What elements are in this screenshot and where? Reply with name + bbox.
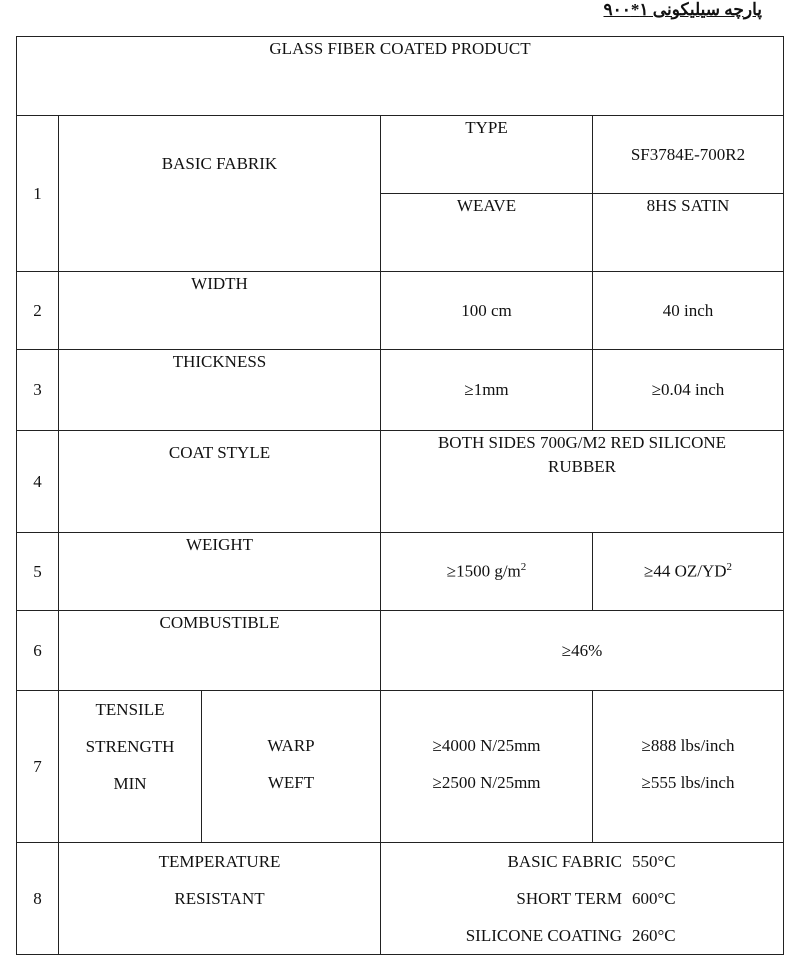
coat-style-label-cell: COAT STYLE [59,431,381,533]
combustible-label-cell: COMBUSTIBLE [59,611,381,691]
width-label-cell: WIDTH [59,272,381,350]
width-metric-cell: 100 cm [381,272,593,350]
row-number: 8 [17,843,59,955]
document-title: پارچه سیلیکونی ۱*۹۰۰ [603,0,762,19]
row-number: 6 [17,611,59,691]
tensile-metric-cell: ≥4000 N/25mm ≥2500 N/25mm [381,691,593,843]
thickness-label-cell: THICKNESS [59,350,381,431]
weight-metric-cell: ≥1500 $g/m^2$ [381,533,593,611]
basic-fabric-label-cell [59,116,381,272]
row-number: 7 [17,691,59,843]
temperature-label-cell: TEMPERATURE RESISTANT [59,843,381,955]
tensile-imperial-cell: ≥888 lbs/inch ≥555 lbs/inch [593,691,784,843]
combustible-value-cell: ≥46% [381,611,784,691]
row-number: 2 [17,272,59,350]
row-number: 4 [17,431,59,533]
list-item: BASIC FABRIC 550°C [507,852,676,871]
thickness-metric-cell: ≥1mm [381,350,593,431]
type-label-cell: TYPE [381,116,593,194]
width-imperial-cell: 40 inch [593,272,784,350]
tensile-label-cell: TENSILE STRENGTH MIN [59,691,202,843]
list-item: SHORT TERM 600°C [516,889,676,908]
weight-label-cell: WEIGHT [59,533,381,611]
basic-fabric-label: BASIC FABRIK [161,154,278,173]
row-number: 1 [17,116,59,272]
table-title: GLASS FIBER COATED PRODUCT [269,39,531,58]
weave-value-cell: 8HS SATIN [593,194,784,272]
weave-label-cell: WEAVE [381,194,593,272]
spec-table [16,36,784,955]
weight-imperial-cell: ≥44 $OZ/YD^2$ [593,533,784,611]
thickness-imperial-cell: ≥0.04 inch [593,350,784,431]
row-number: 5 [17,533,59,611]
table-title-cell [17,37,784,116]
list-item: SILICONE COATING 260°C [465,926,676,945]
coat-style-value-cell: BOTH SIDES 700G/M2 RED SILICONE RUBBER [381,431,784,533]
temperature-values-cell [381,843,784,955]
tensile-direction-cell: WARP WEFT [202,691,381,843]
type-value-cell: SF3784E-700R2 [593,116,784,194]
row-number: 3 [17,350,59,431]
